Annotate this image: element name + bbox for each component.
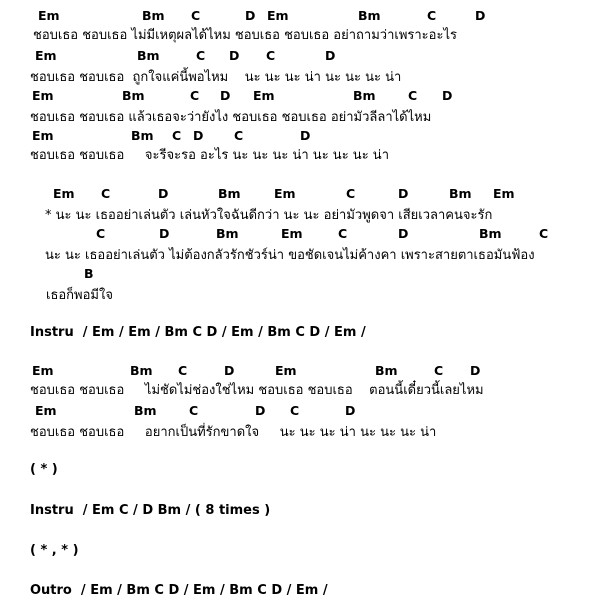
chorus-repeat-marker: ( * ) [30, 462, 58, 477]
lyric-line: เธอก็พอมีใจ [46, 288, 113, 303]
chord: C [96, 226, 106, 241]
chord: Bm [358, 8, 381, 23]
chord: Em [281, 226, 303, 241]
lyric-line: ชอบเธอ ชอบเธอ อยากเป็นที่รักขาดใจ นะ นะ นะ น่า นะ นะ นะ น่า [30, 425, 437, 440]
chord: C [266, 48, 276, 63]
chord: Em [493, 186, 515, 201]
chord: Bm [131, 128, 154, 143]
chord: Em [274, 186, 296, 201]
chord: C [346, 186, 356, 201]
chord: Bm [479, 226, 502, 241]
instrumental-line: Instru / Em / Em / Bm C D / Em / Bm C D / Em / [30, 325, 366, 340]
lyric-line: ชอบเธอ ชอบเธอ ไม่ชัดไม่ช่องใช่ไหม ชอบเธอ ชอบเธอ ตอนนี้เดี๋ยวนี้เลยไหม [30, 383, 484, 398]
chord: Em [32, 128, 54, 143]
chord: Em [35, 48, 57, 63]
chord: D [300, 128, 311, 143]
chord: Bm [137, 48, 160, 63]
chord: Bm [218, 186, 241, 201]
chord: D [245, 8, 256, 23]
chorus-repeat-marker: ( * , * ) [30, 543, 79, 558]
chord: Bm [216, 226, 239, 241]
chord: Bm [142, 8, 165, 23]
chord: C [191, 8, 201, 23]
chord: B [84, 266, 94, 281]
lyric-line: ชอบเธอ ชอบเธอ ถูกใจแค่นี้พอไหม นะ นะ นะ น่า นะ นะ นะ น่า [30, 70, 402, 85]
chord: D [158, 186, 169, 201]
chord: C [290, 403, 300, 418]
chord: Bm [134, 403, 157, 418]
chord: D [325, 48, 336, 63]
chord: D [470, 363, 481, 378]
chord: Em [38, 8, 60, 23]
lyric-line: ชอบเธอ ชอบเธอ จะรีจะรอ อะไร นะ นะ นะ น่า นะ นะ นะ น่า [30, 148, 389, 163]
chord: Bm [375, 363, 398, 378]
lyric-line: ชอบเธอ ชอบเธอ ไม่มีเหตุผลได้ไหม ชอบเธอ ชอบเธอ อย่าถามว่าเพราะอะไร [33, 28, 457, 43]
chord: Em [32, 88, 54, 103]
chord: D [229, 48, 240, 63]
lyric-line: ชอบเธอ ชอบเธอ แล้วเธอจะว่ายังไง ชอบเธอ ชอบเธอ อย่ามัวลีลาได้ไหม [30, 110, 432, 125]
chord: C [338, 226, 348, 241]
instrumental-line: Instru / Em C / D Bm / ( 8 times ) [30, 503, 271, 518]
chord: D [442, 88, 453, 103]
chord: C [234, 128, 244, 143]
chord: C [427, 8, 437, 23]
chord: D [255, 403, 266, 418]
chord: Em [35, 403, 57, 418]
chord: C [189, 403, 199, 418]
chord: C [172, 128, 182, 143]
lyric-line: นะ นะ เธออย่าเล่นตัว ไม่ต้องกลัวรักชัวร์น่า ขอชัดเจนไม่ค้างคา เพราะสายตาเธอมันฟ้อง [45, 248, 535, 263]
lyric-line: * นะ นะ เธออย่าเล่นตัว เล่นหัวใจฉันดีกว่า นะ นะ อย่ามัวพูดจา เสียเวลาคนจะรัก [45, 208, 493, 223]
chord: C [101, 186, 111, 201]
chord: C [539, 226, 549, 241]
chord: D [220, 88, 231, 103]
chord: C [196, 48, 206, 63]
chord: D [398, 226, 409, 241]
chord: D [345, 403, 356, 418]
chord: C [434, 363, 444, 378]
chord: Bm [449, 186, 472, 201]
chord: Em [253, 88, 275, 103]
chord: Em [267, 8, 289, 23]
chord: Em [32, 363, 54, 378]
chord: Em [53, 186, 75, 201]
chord: Bm [353, 88, 376, 103]
chord: D [398, 186, 409, 201]
chord: D [475, 8, 486, 23]
chord: C [178, 363, 188, 378]
chord: C [190, 88, 200, 103]
chord: D [224, 363, 235, 378]
chord: Em [275, 363, 297, 378]
chord: Bm [130, 363, 153, 378]
chord: D [159, 226, 170, 241]
chord: C [408, 88, 418, 103]
outro-line: Outro / Em / Bm C D / Em / Bm C D / Em / [30, 583, 328, 598]
chord: D [193, 128, 204, 143]
chord: Bm [122, 88, 145, 103]
